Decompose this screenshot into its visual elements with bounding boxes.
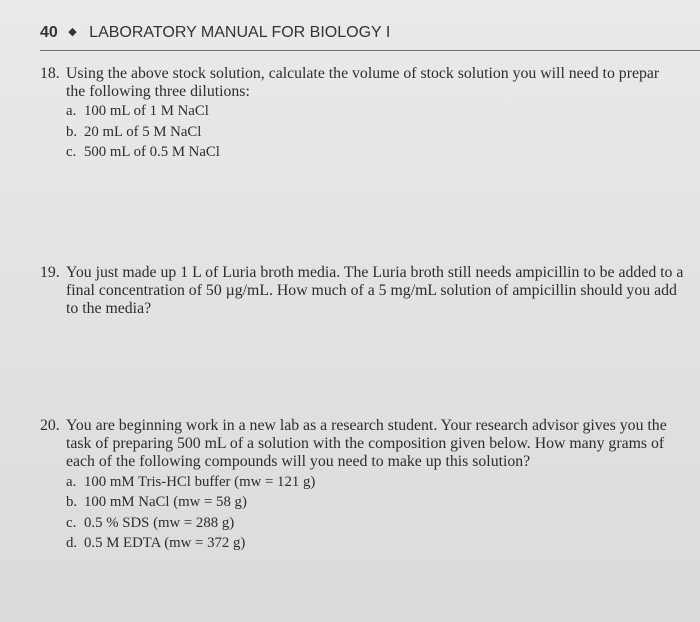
- sub-question-letter: c.: [66, 144, 77, 161]
- question-text: final concentration of 50 µg/mL. How much of a 5 mg/mL solution of ampicillin should you add: [66, 282, 677, 300]
- question-number: 19.: [40, 264, 60, 281]
- question-line: [40, 417, 700, 435]
- sub-question: [40, 492, 700, 513]
- question-20: [40, 417, 700, 554]
- sub-question-text: 0.5 M EDTA (mw = 372 g): [84, 535, 246, 552]
- question-text: task of preparing 500 mL of a solution with the composition given below. How many grams of: [66, 435, 665, 453]
- sub-question-text: 100 mL of 1 M NaCl: [84, 103, 209, 120]
- sub-question: [40, 533, 700, 554]
- sub-question: [40, 472, 700, 493]
- sub-question-list: [40, 101, 700, 163]
- diamond-separator-icon: ◆: [68, 26, 77, 38]
- question-line: [40, 264, 700, 282]
- page-number: 40: [40, 24, 58, 41]
- sub-question-letter: b.: [66, 494, 78, 511]
- page-header: [40, 24, 700, 51]
- running-title: LABORATORY MANUAL FOR BIOLOGY I: [89, 24, 391, 41]
- sub-question: [40, 122, 700, 143]
- sub-question: [40, 142, 700, 163]
- sub-question-text: 500 mL of 0.5 M NaCl: [84, 144, 220, 161]
- sub-question-letter: a.: [66, 103, 77, 120]
- sub-question-letter: b.: [66, 123, 78, 140]
- sub-question-text: 0.5 % SDS (mw = 288 g): [84, 514, 235, 531]
- sub-question-text: 100 mM NaCl (mw = 58 g): [84, 494, 247, 511]
- question-number: 18.: [40, 65, 60, 82]
- sub-question-list: [40, 472, 700, 554]
- question-text: You just made up 1 L of Luria broth media. The Luria broth still needs ampicillin to be added to a: [66, 264, 684, 281]
- sub-question-text: 100 mM Tris-HCl buffer (mw = 121 g): [84, 473, 316, 490]
- sub-question-letter: c.: [66, 514, 77, 531]
- question-text: the following three dilutions:: [66, 83, 250, 101]
- question-text: to the media?: [66, 300, 152, 318]
- sub-question-letter: a.: [66, 473, 77, 490]
- question-text: each of the following compounds will you need to make up this solution?: [66, 453, 531, 471]
- sub-question: [40, 513, 700, 534]
- question-line: [40, 65, 700, 83]
- sub-question-letter: d.: [66, 535, 78, 552]
- question-text: Using the above stock solution, calculate the volume of stock solution you will need to prepar: [66, 65, 660, 82]
- question-18: [40, 65, 700, 163]
- sub-question-text: 20 mL of 5 M NaCl: [84, 123, 202, 140]
- question-number: 20.: [40, 417, 60, 434]
- sub-question: [40, 101, 700, 122]
- question-text: You are beginning work in a new lab as a research student. Your research advisor gives you the: [66, 417, 667, 434]
- question-19: [40, 264, 700, 319]
